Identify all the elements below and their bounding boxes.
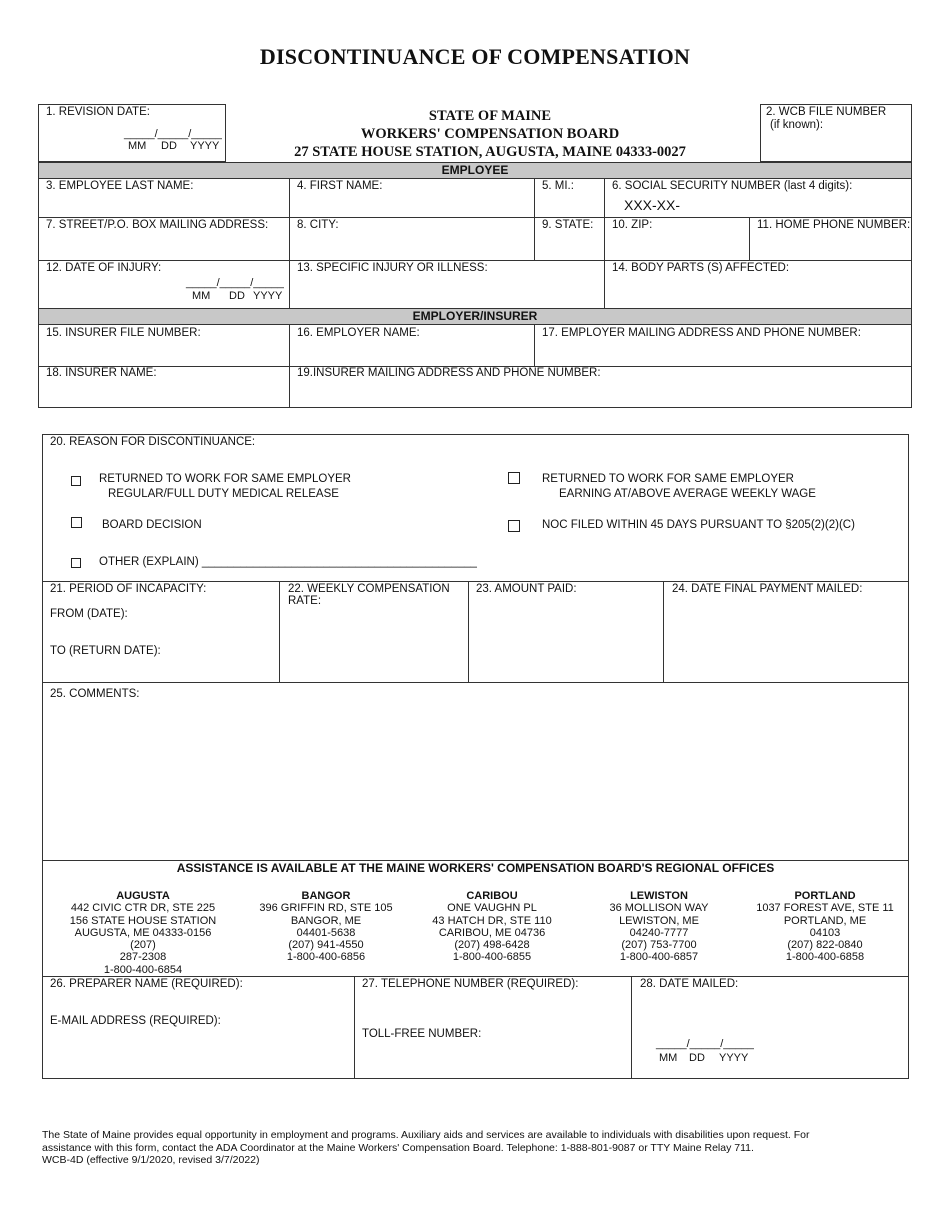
- revision-date-label: 1. REVISION DATE:: [46, 106, 150, 118]
- employer-insurer-section-header: EMPLOYER/INSURER: [38, 308, 912, 325]
- mi-label: 5. MI.:: [542, 180, 574, 192]
- revision-date-yyyy: YYYY: [190, 140, 220, 152]
- mailed-date-yyyy: YYYY: [719, 1052, 749, 1064]
- telephone-label: 27. TELEPHONE NUMBER (REQUIRED):: [362, 978, 579, 990]
- agency-heading: [240, 107, 740, 161]
- period-col-divider-3: [663, 581, 664, 682]
- ssn-prefix: XXX-XX-: [624, 197, 681, 213]
- ssn-label: 6. SOCIAL SECURITY NUMBER (last 4 digits):: [612, 180, 853, 192]
- office-line: 156 STATE HOUSE STATION: [69, 914, 217, 927]
- office-line: 1037 FOREST AVE, STE 11: [756, 902, 894, 915]
- office-name: CARIBOU: [466, 890, 518, 902]
- office-augusta: [63, 890, 223, 976]
- reason-checkbox-noc-filed[interactable]: [508, 520, 520, 532]
- office-line: CARIBOU, ME 04736: [438, 926, 546, 939]
- date-of-injury-label: 12. DATE OF INJURY:: [46, 262, 162, 274]
- city-label: 8. CITY:: [297, 219, 339, 231]
- to-date-label: TO (RETURN DATE):: [50, 645, 161, 657]
- wcb-file-number-note: (if known):: [770, 119, 824, 131]
- date-mailed-label: 28. DATE MAILED:: [640, 978, 739, 990]
- period-of-incapacity-label: 21. PERIOD OF INCAPACITY:: [50, 583, 207, 595]
- form-title: DISCONTINUANCE OF COMPENSATION: [259, 44, 691, 69]
- office-line: (207) 822-0840: [787, 939, 863, 952]
- reason-other: OTHER (EXPLAIN) ___________________________________________: [99, 556, 477, 568]
- wcb-file-number-label: 2. WCB FILE NUMBER: [766, 106, 887, 118]
- mailed-date-slashes: _____/_____/_____: [656, 1038, 754, 1050]
- reason-average-wage-line2: EARNING AT/ABOVE AVERAGE WEEKLY WAGE: [559, 488, 816, 500]
- insurer-address-label: 19.INSURER MAILING ADDRESS AND PHONE NUMBER:: [297, 367, 601, 379]
- office-bangor: [246, 890, 406, 964]
- employer-col-divider-1: [289, 324, 290, 408]
- preparer-col-divider-2: [631, 976, 632, 1079]
- office-line: 1-800-400-6856: [286, 951, 366, 964]
- employer-address-label: 17. EMPLOYER MAILING ADDRESS AND PHONE NUMBER:: [542, 327, 861, 339]
- injury-date-mm: MM: [192, 290, 211, 302]
- reason-label: 20. REASON FOR DISCONTINUANCE:: [50, 436, 256, 448]
- period-col-divider-1: [279, 581, 280, 682]
- office-line: ONE VAUGHN PL: [447, 902, 537, 915]
- insurer-file-number-label: 15. INSURER FILE NUMBER:: [46, 327, 201, 339]
- revision-date-slashes: _____/_____/_____: [124, 128, 222, 140]
- revision-date-dd: DD: [161, 140, 177, 152]
- preparer-name-label: 26. PREPARER NAME (REQUIRED):: [50, 978, 243, 990]
- office-line: 04240-7777: [629, 926, 689, 939]
- office-line: AUGUSTA, ME 04333-0156 (207): [74, 926, 212, 952]
- mailed-date-dd: DD: [689, 1052, 705, 1064]
- injury-date-slashes: _____/_____/_____: [186, 277, 284, 289]
- office-portland: [745, 890, 905, 964]
- office-line: (207) 753-7700: [621, 939, 697, 952]
- agency-line-1: STATE OF MAINE: [428, 108, 552, 124]
- office-line: BANGOR, ME: [290, 914, 362, 927]
- footer-form-id: WCB-4D (effective 9/1/2020, revised 3/7/2022): [42, 1154, 260, 1166]
- office-name: LEWISTON: [630, 890, 688, 902]
- state-label: 9. STATE:: [542, 219, 594, 231]
- office-line: 43 HATCH DR, STE 110: [432, 914, 552, 927]
- office-line: 1-800-400-6855: [452, 951, 532, 964]
- footer-line-2: assistance with this form, contact the ADA Coordinator at the Maine Workers' Compensation Board. Telephone: 1-888-801-9087 or TTY Maine Relay 711.: [42, 1141, 754, 1154]
- reason-regular-duty-line2: REGULAR/FULL DUTY MEDICAL RELEASE: [108, 488, 339, 500]
- home-phone-label: 11. HOME PHONE NUMBER:: [757, 219, 911, 231]
- toll-free-label: TOLL-FREE NUMBER:: [362, 1028, 482, 1040]
- amount-paid-label: 23. AMOUNT PAID:: [476, 583, 577, 595]
- office-line: 442 CIVIC CTR DR, STE 225: [70, 902, 216, 915]
- footer-notice: [42, 1129, 902, 1167]
- first-name-label: 4. FIRST NAME:: [297, 180, 383, 192]
- comments-label: 25. COMMENTS:: [50, 688, 140, 700]
- employee-row-divider-1: [38, 217, 912, 218]
- employee-last-name-label: 3. EMPLOYEE LAST NAME:: [46, 180, 194, 192]
- weekly-rate-label-2: RATE:: [288, 595, 322, 607]
- preparer-col-divider-1: [354, 976, 355, 1079]
- office-line: 04103: [809, 926, 841, 939]
- agency-line-2: WORKERS' COMPENSATION BOARD: [360, 126, 620, 142]
- footer-line-1: The State of Maine provides equal opportunity in employment and programs. Auxiliary aids and services are available to individuals with disabilities upon request. For: [42, 1129, 810, 1141]
- office-caribou: [412, 890, 572, 964]
- reason-checkbox-average-wage[interactable]: [508, 472, 520, 484]
- employee-row-divider-2: [38, 260, 912, 261]
- assistance-heading: ASSISTANCE IS AVAILABLE AT THE MAINE WORKERS' COMPENSATION BOARD'S REGIONAL OFFICES: [176, 861, 775, 875]
- office-line: 1-800-400-6858: [785, 951, 865, 964]
- office-line: 287-2308: [119, 951, 167, 964]
- employer-name-label: 16. EMPLOYER NAME:: [297, 327, 420, 339]
- specific-injury-label: 13. SPECIFIC INJURY OR ILLNESS:: [297, 262, 488, 274]
- employee-section-header: EMPLOYEE: [38, 162, 912, 179]
- revision-date-mm: MM: [128, 140, 147, 152]
- preparer-row-top: [42, 976, 909, 977]
- injury-date-yyyy: YYYY: [253, 290, 283, 302]
- employee-col-divider-4: [749, 217, 750, 260]
- employee-col-divider-2: [534, 178, 535, 260]
- body-parts-label: 14. BODY PARTS (S) AFFECTED:: [612, 262, 790, 274]
- office-line: (207) 498-6428: [454, 939, 530, 952]
- office-line: PORTLAND, ME: [783, 914, 867, 927]
- weekly-rate-label-1: 22. WEEKLY COMPENSATION: [288, 583, 450, 595]
- from-date-label: FROM (DATE):: [50, 608, 128, 620]
- employee-grid: [38, 178, 912, 309]
- office-line: 1-800-400-6854: [103, 963, 183, 976]
- office-line: 36 MOLLISON WAY: [609, 902, 709, 915]
- period-row-bottom: [42, 682, 909, 683]
- injury-date-dd: DD: [229, 290, 245, 302]
- office-name: BANGOR: [301, 890, 351, 902]
- period-row-top: [42, 581, 909, 582]
- period-col-divider-2: [468, 581, 469, 682]
- reason-board-decision: BOARD DECISION: [102, 519, 202, 531]
- office-lewiston: [579, 890, 739, 964]
- agency-line-3: 27 STATE HOUSE STATION, AUGUSTA, MAINE 04333-0027: [294, 144, 686, 160]
- office-line: LEWISTON, ME: [619, 914, 699, 927]
- office-line: 04401-5638: [296, 926, 356, 939]
- mailed-date-mm: MM: [659, 1052, 678, 1064]
- reason-regular-duty-line1: RETURNED TO WORK FOR SAME EMPLOYER: [99, 473, 351, 485]
- employee-col-divider-3: [604, 178, 605, 309]
- reason-noc-filed: NOC FILED WITHIN 45 DAYS PURSUANT TO §205(2)(2)(C): [542, 519, 855, 531]
- email-label: E-MAIL ADDRESS (REQUIRED):: [50, 1015, 221, 1027]
- office-line: 396 GRIFFIN RD, STE 105: [259, 902, 393, 915]
- reason-average-wage-line1: RETURNED TO WORK FOR SAME EMPLOYER: [542, 473, 794, 485]
- reason-checkbox-regular-duty[interactable]: [71, 476, 81, 486]
- employee-col-divider-1: [289, 178, 290, 309]
- employer-col-divider-2: [534, 324, 535, 366]
- office-name: PORTLAND: [794, 890, 856, 902]
- reason-checkbox-board-decision[interactable]: [71, 517, 82, 528]
- date-final-payment-label: 24. DATE FINAL PAYMENT MAILED:: [672, 583, 863, 595]
- insurer-name-label: 18. INSURER NAME:: [46, 367, 157, 379]
- reason-checkbox-other[interactable]: [71, 558, 81, 568]
- office-line: (207) 941-4550: [288, 939, 364, 952]
- zip-label: 10. ZIP:: [612, 219, 653, 231]
- office-line: 1-800-400-6857: [619, 951, 699, 964]
- street-address-label: 7. STREET/P.O. BOX MAILING ADDRESS:: [46, 219, 269, 231]
- office-name: AUGUSTA: [116, 890, 170, 902]
